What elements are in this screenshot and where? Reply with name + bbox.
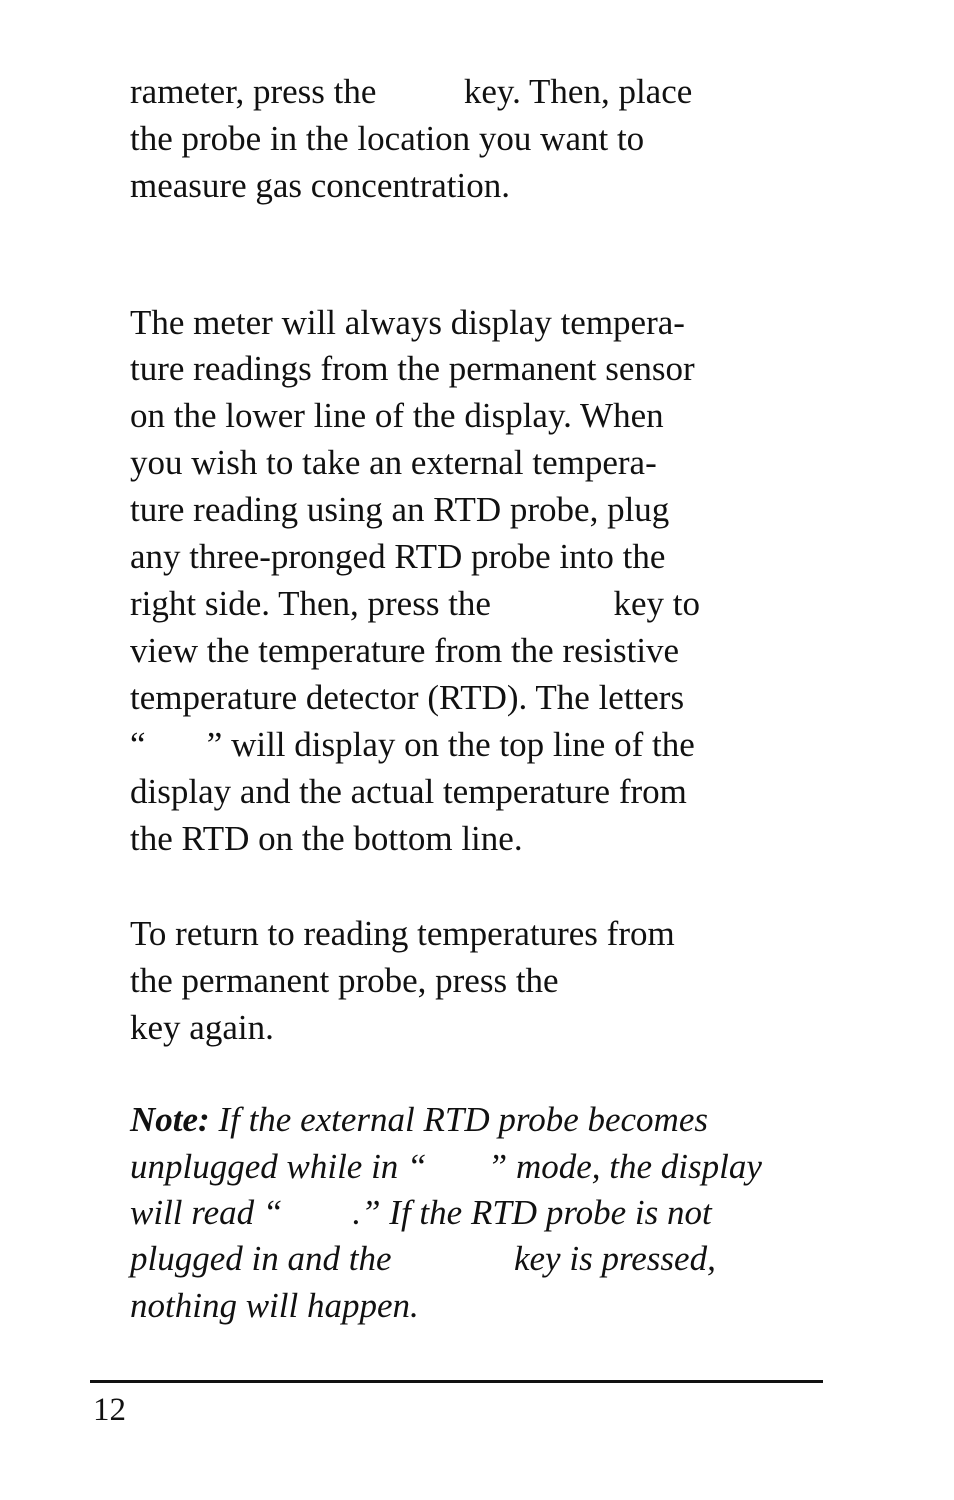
text-line: the RTD on the bottom line. bbox=[130, 819, 523, 858]
page-number: 12 bbox=[93, 1392, 126, 1428]
note-first-line bbox=[130, 1096, 708, 1143]
text-line: To return to reading temperatures from bbox=[130, 914, 675, 953]
text-line: temperature detector (RTD). The letters bbox=[130, 678, 685, 717]
text-line: on the lower line of the display. When bbox=[130, 396, 664, 435]
text-line: nothing will happen. bbox=[130, 1286, 419, 1325]
text-line: display and the actual temperature from bbox=[130, 772, 687, 811]
footer-rule bbox=[90, 1380, 823, 1383]
text-line: The meter will always display tempera- bbox=[130, 303, 685, 342]
note-label: Note: bbox=[130, 1100, 210, 1139]
text-line: key again. bbox=[130, 1008, 274, 1047]
text-line: unplugged while in “ ” mode, the display bbox=[130, 1147, 762, 1186]
text-line: rameter, press the key. Then, place bbox=[130, 72, 693, 111]
text-line: will read “ .” If the RTD probe is not bbox=[130, 1193, 712, 1232]
text-line: you wish to take an external tempera- bbox=[130, 443, 657, 482]
note-first-line-text: If the external RTD probe becomes bbox=[209, 1100, 708, 1139]
text-line: ture readings from the permanent sensor bbox=[130, 349, 695, 388]
text-line: plugged in and the key is pressed, bbox=[130, 1239, 716, 1278]
text-line: measure gas concentration. bbox=[130, 166, 510, 205]
text-line: “ ” will display on the top line of the bbox=[130, 725, 695, 764]
text-line: the probe in the location you want to bbox=[130, 119, 645, 158]
text-line: view the temperature from the resistive bbox=[130, 631, 680, 670]
text-line: ture reading using an RTD probe, plug bbox=[130, 490, 670, 529]
text-line: right side. Then, press the key to bbox=[130, 584, 700, 623]
text-line: the permanent probe, press the bbox=[130, 961, 559, 1000]
text-line: any three-pronged RTD probe into the bbox=[130, 537, 666, 576]
